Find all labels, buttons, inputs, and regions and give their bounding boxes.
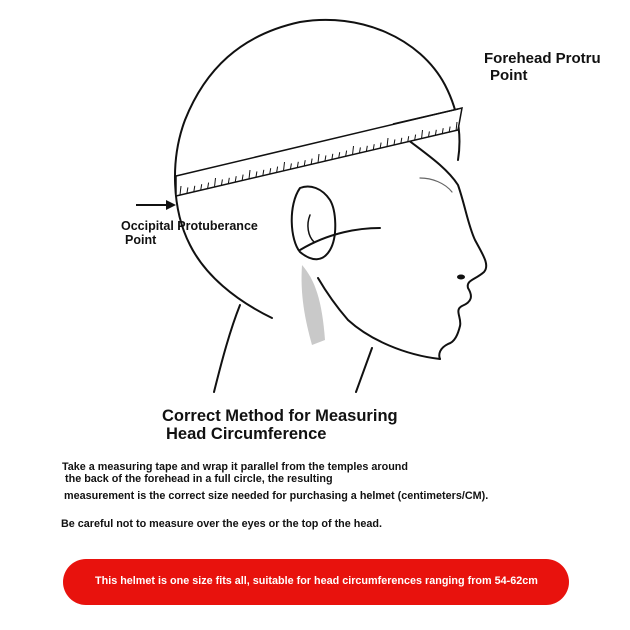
instruction-line3: measurement is the correct size needed for purchasing a helmet (centimeters/CM). bbox=[64, 490, 489, 502]
instruction-line2: the back of the forehead in a full circle, the resulting bbox=[65, 473, 333, 485]
eyebrow bbox=[420, 178, 452, 192]
forehead-label-line1: Forehead Protru bbox=[484, 50, 601, 67]
title-line2: Head Circumference bbox=[166, 425, 327, 443]
instruction-line4: Be careful not to measure over the eyes or the top of the head. bbox=[61, 518, 382, 530]
neck-front bbox=[356, 348, 372, 392]
instruction-paragraph-1 bbox=[62, 461, 408, 485]
neck-shadow bbox=[302, 265, 325, 345]
arrow-right-icon bbox=[136, 200, 176, 210]
face-profile bbox=[398, 132, 486, 359]
jaw-line bbox=[318, 278, 440, 359]
occipital-point-label bbox=[121, 219, 258, 247]
measuring-tape bbox=[176, 108, 462, 196]
banner-text: This helmet is one size fits all, suitable for head circumferences ranging from 54-62cm bbox=[95, 575, 538, 587]
ear-outline bbox=[292, 187, 336, 260]
forehead-point-label bbox=[484, 50, 630, 84]
occipital-label-line1: Occipital Protuberance bbox=[121, 219, 258, 233]
instruction-line1: Take a measuring tape and wrap it parallel from the temples around bbox=[62, 461, 408, 473]
ear-inner bbox=[308, 215, 314, 242]
title-line1: Correct Method for Measuring bbox=[162, 407, 398, 425]
occipital-label-line2: Point bbox=[125, 233, 157, 247]
forehead-label-line2: Point bbox=[490, 67, 528, 84]
neck-back bbox=[214, 305, 240, 392]
page-title bbox=[162, 407, 398, 443]
size-info-banner bbox=[63, 559, 569, 605]
nostril bbox=[457, 275, 465, 280]
